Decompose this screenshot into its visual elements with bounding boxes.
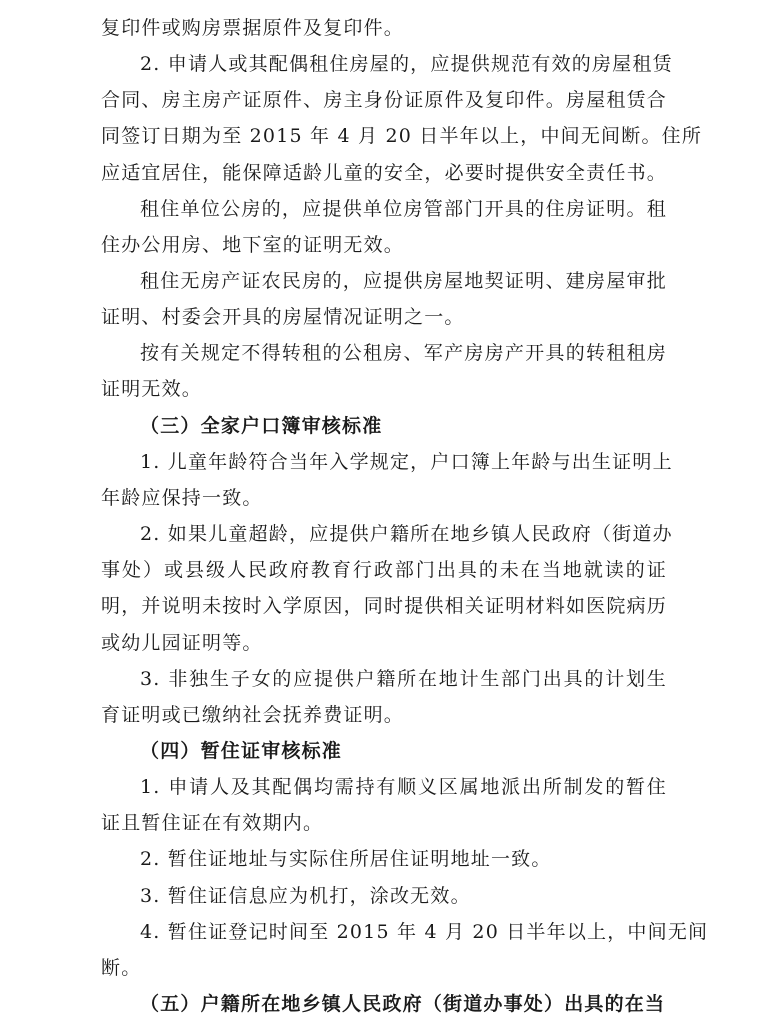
text-line: 应适宜居住，能保障适龄儿童的安全，必要时提供安全责任书。 [101,162,667,184]
text-line: 年龄应保持一致。 [101,487,263,509]
text-line: 住办公用房、地下室的证明无效。 [101,234,405,256]
text-line: 按有关规定不得转租的公租房、军产房房产开具的转租租房 [140,342,667,364]
section-heading: （四）暂住证审核标准 [140,740,343,762]
text-line: 断。 [101,957,142,979]
text-line: 2. 申请人或其配偶租住房屋的，应提供规范有效的房屋租赁 [140,53,673,75]
text-line: 3. 非独生子女的应提供户籍所在地计生部门出具的计划生 [140,668,667,690]
text-line: 租住单位公房的，应提供单位房管部门开具的住房证明。租 [140,198,667,220]
section-heading: （三）全家户口簿审核标准 [140,415,383,437]
text-line: 明，并说明未按时入学原因，同时提供相关证明材料如医院病历 [101,595,667,617]
text-line: 证明、村委会开具的房屋情况证明之一。 [101,306,465,328]
text-line: 租住无房产证农民房的，应提供房屋地契证明、建房屋审批 [140,270,667,292]
text-line: 证明无效。 [101,378,203,400]
text-line: 事处）或县级人民政府教育行政部门出具的未在当地就读的证 [101,559,667,581]
section-heading: （五）户籍所在地乡镇人民政府（街道办事处）出具的在当 [140,993,666,1015]
text-line: 复印件或购房票据原件及复印件。 [101,17,405,39]
text-line: 4. 暂住证登记时间至 2015 年 4 月 20 日半年以上，中间无间 [140,921,709,943]
text-line: 证且暂住证在有效期内。 [101,812,324,834]
text-line: 或幼儿园证明等。 [101,632,263,654]
text-line: 合同、房主房产证原件、房主身份证原件及复印件。房屋租赁合 [101,89,667,111]
text-line: 2. 暂住证地址与实际住所居住证明地址一致。 [140,848,552,870]
text-line: 同签订日期为至 2015 年 4 月 20 日半年以上，中间无间断。住所 [101,125,703,147]
text-line: 1. 儿童年龄符合当年入学规定，户口簿上年龄与出生证明上 [140,451,673,473]
text-line: 1. 申请人及其配偶均需持有顺义区属地派出所制发的暂住 [140,776,667,798]
text-line: 2. 如果儿童超龄，应提供户籍所在地乡镇人民政府（街道办 [140,523,673,545]
text-line: 3. 暂住证信息应为机打，涂改无效。 [140,885,471,907]
text-line: 育证明或已缴纳社会抚养费证明。 [101,704,405,726]
